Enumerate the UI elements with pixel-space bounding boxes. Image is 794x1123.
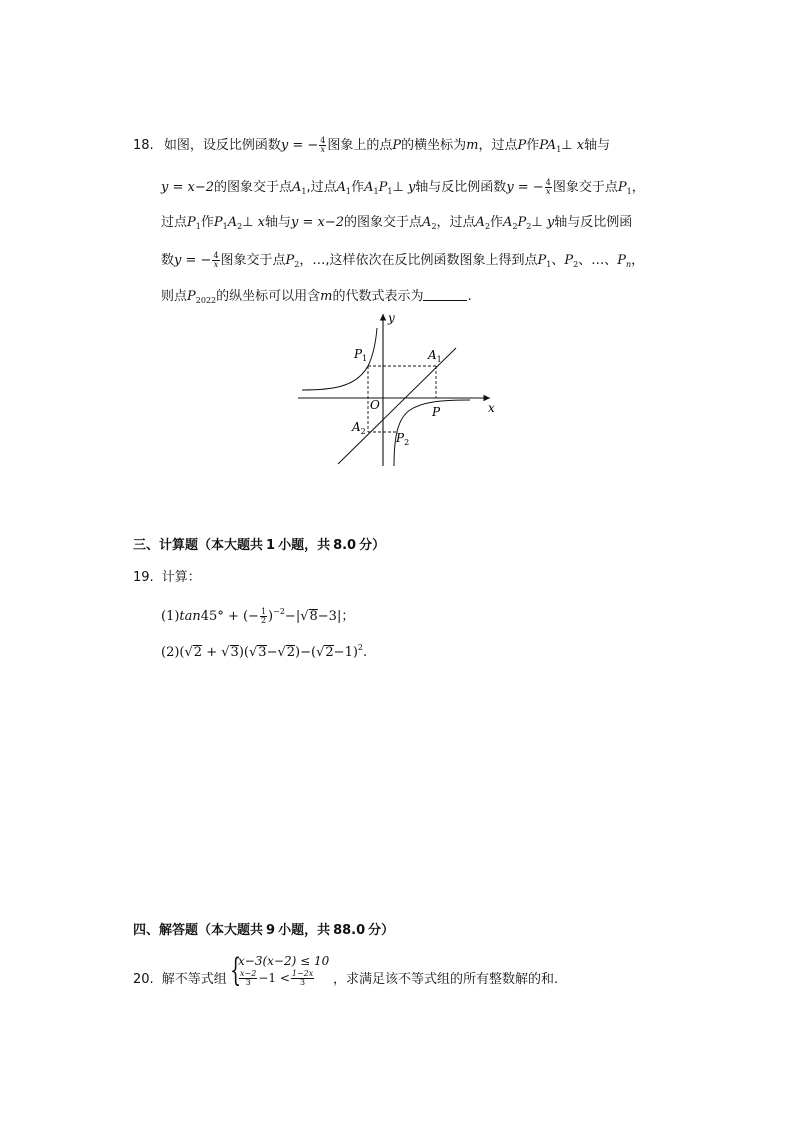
- answer-blank: [423, 290, 467, 301]
- q19-part2: $(2)(√2 + √3)(√3-√2)-(√2-1)^2$.: [161, 643, 368, 660]
- label-P: P: [432, 405, 441, 419]
- q18-line4: 数y = − $\frac{4}{x}$ 图象交于点$P_2$，…,这样依次在反比例函数图象上得到点$P_1$、$P_2$、…、$P_n$，: [161, 251, 645, 269]
- q20-suffix: ，求满足该不等式组的所有整数解的和.: [333, 972, 559, 987]
- q18-number: 18.: [133, 138, 154, 153]
- q18-figure: [290, 308, 510, 468]
- label-P2: $P_2$: [396, 431, 410, 447]
- label-A2: $A_2$: [352, 420, 366, 436]
- q19-part1: (1)tan45° + (− $\frac{1}{2}$ )$^{-2}$−|√8−3|；: [161, 607, 355, 625]
- q18-line3: 过点$P_1$作$P_1A_2\perp$ x轴与y = x−2的图象交于点$A_2$，过点$A_2$作$A_2P_2\perp$ y轴与反比例函: [161, 215, 633, 231]
- label-O: O: [370, 398, 380, 412]
- q18-line1: 18. 如图，设反比例函数y = − $\frac{4}{x}$ 图象上的点P的横坐标为m，过点P作$PA_1\perp$ x轴与: [133, 136, 611, 154]
- section4-heading: 四、解答题（本大题共 9 小题，共 88.0 分）: [133, 923, 395, 938]
- q20-inequality-2: $\frac{x-2}{3}$ −1 < $\frac{1-2x}{3}$: [240, 969, 314, 987]
- label-x: x: [488, 401, 495, 415]
- q19-title: 19. 计算：: [133, 570, 201, 585]
- fraction: $\frac{4}{x}$: [320, 136, 326, 154]
- q20-prefix: 20. 解不等式组: [133, 972, 227, 987]
- system-brace: {: [230, 951, 242, 989]
- q18-line2: y = x−2的图象交于点$A_1$,过点$A_1$作$A_1P_1\perp$ y轴与反比例函数y = − $\frac{4}{x}$ 图象交于点$P_1$，: [161, 178, 645, 196]
- section3-heading: 三、计算题（本大题共 1 小题，共 8.0 分）: [133, 538, 386, 553]
- label-P1: $P_1$: [354, 347, 368, 363]
- q18-line5: 则点$P_{2022}$的纵坐标可以用含m的代数式表示为 .: [161, 289, 472, 305]
- label-y: y: [388, 311, 395, 325]
- label-A1: $A_1$: [428, 348, 442, 364]
- q20-inequality-1: x−3(x−2) ≤ 10: [238, 954, 330, 968]
